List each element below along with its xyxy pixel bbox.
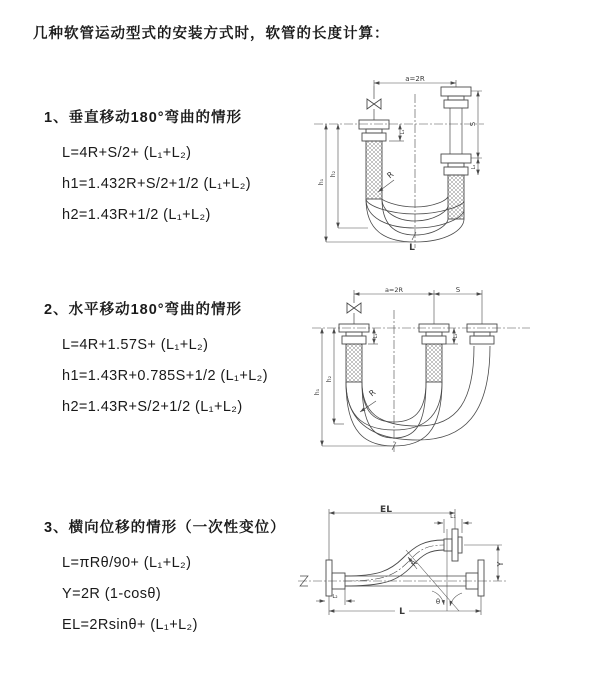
length-label: L <box>409 243 415 252</box>
left-flange-fitting <box>359 120 389 141</box>
dimension-lines <box>316 509 502 615</box>
dim-label-l1: L₁ <box>373 333 379 339</box>
dim-label-y: Y <box>496 561 505 567</box>
formula-L: L=πRθ/90+ (L₁+L₂) <box>62 555 192 571</box>
left-flange-fitting <box>326 560 345 596</box>
upper-right-flange-fitting <box>444 529 462 561</box>
radius-label: R <box>409 559 420 569</box>
section-horizontal-movement <box>44 298 268 423</box>
radius-label: R <box>367 387 378 399</box>
dim-label-a2r: a=2R <box>384 286 404 294</box>
dim-label-h1: h₁ <box>314 388 321 396</box>
dim-label-l2: L₂ <box>471 164 477 170</box>
braided-hose-section-right <box>448 175 464 219</box>
diagram-horizontal-movement <box>310 284 592 456</box>
dim-label-h2: h₂ <box>330 170 337 178</box>
dim-label-l1: L₁ <box>400 129 406 135</box>
dim-label-h2: h₂ <box>326 375 333 383</box>
middle-flange-fitting <box>419 324 449 344</box>
formula-h2: h2=1.43R+S/2+1/2 (L₁+L₂) <box>62 399 243 415</box>
diagram-3-svg <box>296 503 511 631</box>
braided-hose-section-middle <box>426 344 442 382</box>
valve-icon <box>367 86 381 120</box>
right-upper-flange-fitting <box>441 87 471 154</box>
dim-label-a2r: a=2R <box>405 75 425 83</box>
dim-label-el: EL <box>380 505 392 515</box>
formula-Y: Y=2R (1-cosθ) <box>62 586 162 602</box>
section-2-heading: 2、水平移动180°弯曲的情形 <box>44 302 243 318</box>
section-lateral-displacement <box>44 516 286 641</box>
section-vertical-movement <box>44 106 251 231</box>
angle-construction-lines <box>406 529 462 611</box>
dim-label-l2: L₂ <box>332 594 338 600</box>
formula-h1: h1=1.432R+S/2+1/2 (L₁+L₂) <box>62 176 252 192</box>
page-title: 几种软管运动型式的安装方式时，软管的长度计算： <box>33 26 390 42</box>
formula-h2: h2=1.43R+1/2 (L₁+L₂) <box>62 207 211 223</box>
section-1-heading: 1、垂直移动180°弯曲的情形 <box>44 110 243 126</box>
diagram-2-svg <box>310 284 592 456</box>
formula-h1: h1=1.43R+0.785S+1/2 (L₁+L₂) <box>62 368 268 384</box>
diagram-lateral-displacement <box>296 503 511 631</box>
braided-hose-section-left <box>346 344 362 382</box>
left-flange-fitting <box>339 324 369 344</box>
dim-label-l1: L₁ <box>450 513 456 520</box>
formula-EL: EL=2Rsinθ+ (L₁+L₂) <box>62 617 198 633</box>
diagram-vertical-movement <box>312 74 577 252</box>
formula-L: L=4R+S/2+ (L₁+L₂) <box>62 145 192 161</box>
length-label: L <box>399 607 405 617</box>
right-lower-flange-fitting <box>441 154 471 175</box>
radius-label: R <box>385 169 396 181</box>
braided-hose-section-left <box>366 141 382 199</box>
centerlines <box>314 94 484 248</box>
valve-icon <box>347 296 361 324</box>
dim-label-h1: h₁ <box>318 178 325 186</box>
hose-u-bend-curves <box>346 346 490 446</box>
right-flange-fitting <box>467 324 497 344</box>
angle-theta-label: θ <box>435 598 441 606</box>
diagram-1-svg <box>312 74 577 252</box>
dim-label-s: S <box>455 286 461 294</box>
section-3-heading: 3、横向位移的情形（一次性变位） <box>44 520 286 536</box>
dim-label-s: S <box>469 121 477 127</box>
dim-label-l2: L₂ <box>453 333 459 339</box>
formula-L: L=4R+1.57S+ (L₁+L₂) <box>62 337 209 353</box>
